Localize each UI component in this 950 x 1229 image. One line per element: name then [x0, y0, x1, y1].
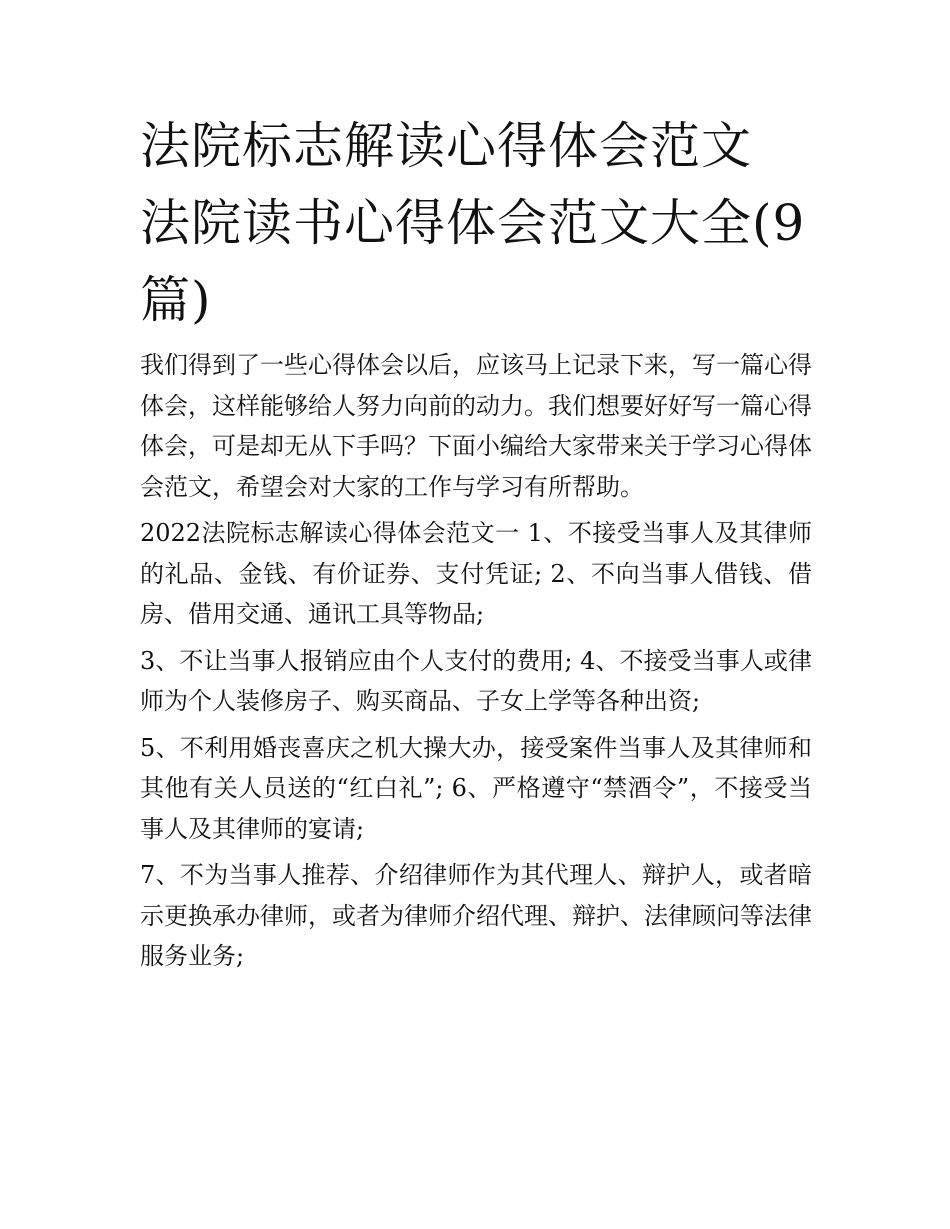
document-title: 法院标志解读心得体会范文 法院读书心得体会范文大全(9篇): [140, 117, 806, 329]
paragraph-rules-3-4: 3、不让当事人报销应由个人支付的费用; 4、不接受当事人或律师为个人装修房子、购买商品、子女上学等各种出资;: [140, 646, 812, 715]
document-page: [140, 108, 812, 983]
paragraph-intro: 我们得到了一些心得体会以后，应该马上记录下来，写一篇心得体会，这样能够给人努力向前的动力。我们想要好好写一篇心得体会，可是却无从下手吗？下面小编给大家带来关于学习心得体会范文，希望会对大家的工作与学习有所帮助。: [140, 351, 812, 501]
paragraph-rules-5-6: 5、不利用婚丧喜庆之机大操大办，接受案件当事人及其律师和其他有关人员送的“红白礼”; 6、严格遵守“禁酒令”，不接受当事人及其律师的宴请;: [140, 733, 812, 843]
paragraph-rule-7: 7、不为当事人推荐、介绍律师作为其代理人、辩护人，或者暗示更换承办律师，或者为律师介绍代理、辩护、法律顾问等法律服务业务;: [140, 861, 812, 970]
paragraph-rules-1-2: 2022法院标志解读心得体会范文一 1、不接受当事人及其律师的礼品、金钱、有价证券、支付凭证; 2、不向当事人借钱、借房、借用交通、通讯工具等物品;: [140, 519, 812, 628]
